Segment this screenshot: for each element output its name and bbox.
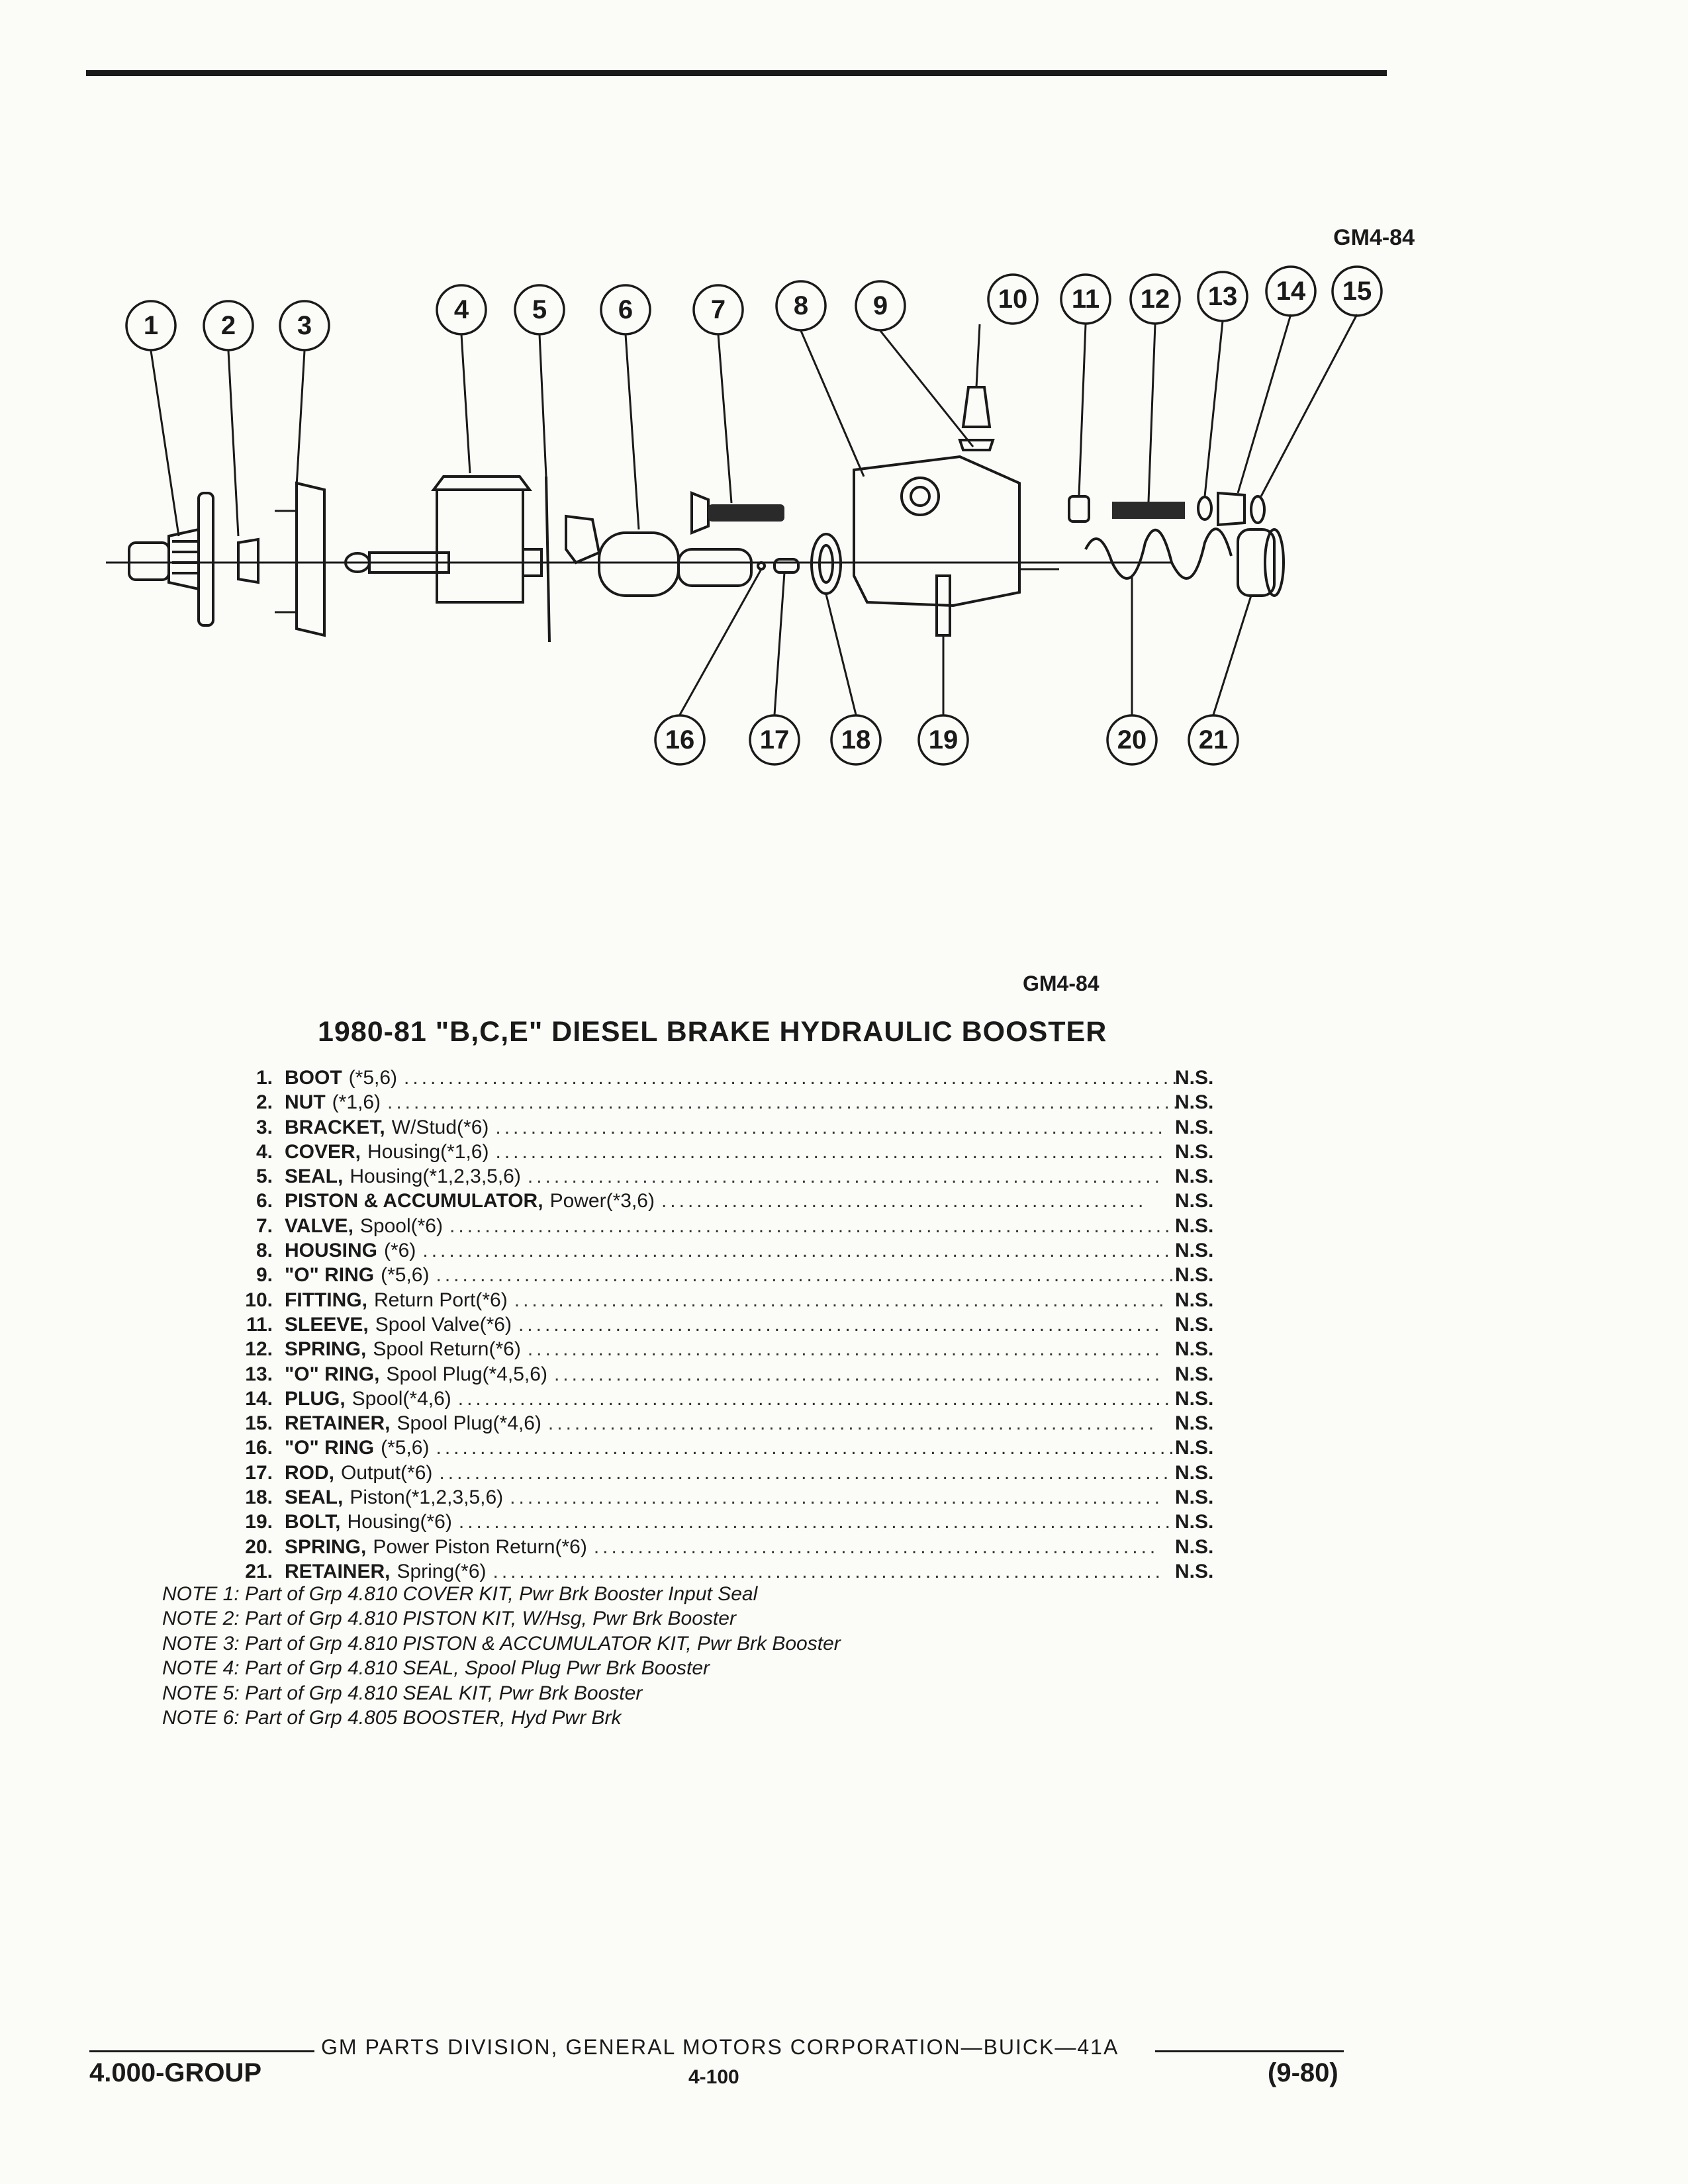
parts-list-item (199, 1288, 1258, 1312)
part-number: 7. (256, 1214, 273, 1237)
figure-label-mid: GM4-84 (1023, 972, 1100, 995)
svg-text:7: 7 (710, 295, 726, 324)
part-description: Spool Valve(*6) (375, 1313, 512, 1336)
part-description: (*5,6) (381, 1437, 430, 1459)
part-name: SEAL, (285, 1165, 344, 1188)
part-description: Return Port(*6) (373, 1289, 508, 1311)
callout-10 (988, 275, 1037, 324)
part-description: Housing(*1,2,3,5,6) (350, 1165, 521, 1188)
parts-list-item (199, 1238, 1258, 1263)
part-status: N.S. (1175, 1387, 1214, 1410)
parts-list-item (199, 1411, 1258, 1435)
parts-list-item (199, 1312, 1258, 1337)
part-description: Output(*6) (341, 1461, 433, 1484)
part-name: FITTING, (285, 1289, 367, 1311)
part-number: 10. (245, 1289, 273, 1311)
part-number: 18. (245, 1486, 273, 1509)
top-rule (86, 70, 1387, 76)
callout-4 (437, 285, 486, 334)
note-line: NOTE 6: Part of Grp 4.805 BOOSTER, Hyd Pwr Brk (162, 1707, 622, 1729)
note-line: NOTE 2: Part of Grp 4.810 PISTON KIT, W/Hsg, Pwr Brk Booster (162, 1608, 736, 1630)
part-status: N.S. (1175, 1412, 1214, 1435)
dot-leader: ................................................................................. (458, 1511, 1174, 1533)
spring-retainer-part (1238, 529, 1284, 596)
part-description: (*6) (384, 1240, 416, 1262)
dot-leader: ......................................................................... (518, 1313, 1163, 1336)
part-status: N.S. (1175, 1165, 1214, 1188)
svg-text:9: 9 (872, 291, 888, 320)
callout-21 (1189, 715, 1238, 764)
spool-retainer-part (1251, 496, 1264, 523)
dot-leader: ........................................................................ (527, 1165, 1163, 1188)
part-number: 2. (256, 1091, 273, 1114)
power-piston-spring-part (1086, 529, 1231, 578)
callout-20 (1107, 715, 1156, 764)
part-status: N.S. (1175, 1437, 1214, 1459)
callout-3 (280, 301, 329, 350)
svg-text:12: 12 (1140, 285, 1170, 314)
part-status: N.S. (1175, 1214, 1214, 1237)
spool-o-ring-part (1198, 497, 1211, 520)
part-name: BRACKET, (285, 1116, 385, 1138)
part-status: N.S. (1175, 1461, 1214, 1484)
parts-list-item (199, 1090, 1258, 1115)
part-description: Power Piston Return(*6) (373, 1535, 587, 1558)
part-name: BOLT, (285, 1511, 341, 1533)
spool-plug-part (1218, 493, 1244, 525)
svg-text:1: 1 (143, 311, 159, 340)
callout-8 (776, 281, 825, 330)
dot-leader: ................................................................................... (439, 1461, 1172, 1484)
parts-list-item (199, 1263, 1258, 1287)
callout-19 (919, 715, 968, 764)
seal-piston-part (812, 534, 841, 594)
part-name: COVER, (285, 1140, 361, 1163)
part-number: 19. (245, 1511, 273, 1533)
svg-text:17: 17 (759, 725, 790, 754)
svg-text:11: 11 (1071, 285, 1100, 314)
seal-housing-part (546, 477, 549, 642)
part-name: PISTON & ACCUMULATOR, (285, 1190, 543, 1212)
part-name: ROD, (285, 1461, 334, 1484)
part-number: 5. (256, 1165, 273, 1188)
part-status: N.S. (1175, 1313, 1214, 1336)
sleeve-part (1069, 496, 1089, 522)
svg-text:4: 4 (453, 295, 469, 324)
part-number: 13. (245, 1363, 273, 1385)
parts-list-item (199, 1214, 1258, 1238)
svg-text:21: 21 (1198, 725, 1229, 754)
footer-rule-right (1155, 2050, 1344, 2052)
part-number: 3. (256, 1116, 273, 1138)
dot-leader: ........................................................................................ (404, 1067, 1181, 1089)
part-status: N.S. (1175, 1067, 1214, 1089)
page-title: 1980-81 "B,C,E" DIESEL BRAKE HYDRAULIC BOOSTER (318, 1016, 1107, 1048)
part-name: RETAINER, (285, 1560, 391, 1582)
svg-text:14: 14 (1276, 277, 1306, 306)
part-status: N.S. (1175, 1091, 1214, 1114)
nut-part (238, 539, 258, 582)
part-description: Spool Plug(*4,6) (397, 1412, 541, 1435)
parts-list-item (199, 1115, 1258, 1140)
part-number: 6. (256, 1190, 273, 1212)
dot-leader: ....................................................... (661, 1190, 1147, 1212)
callout-16 (655, 715, 704, 764)
dot-leader: .......................................................................... (514, 1289, 1168, 1311)
dot-leader: ................................................................................. (457, 1387, 1173, 1410)
part-status: N.S. (1175, 1535, 1214, 1558)
callout-2 (204, 301, 253, 350)
part-description: Power(*3,6) (549, 1190, 655, 1212)
part-name: "O" RING (285, 1264, 375, 1287)
dot-leader: ..................................................................................... (422, 1240, 1173, 1262)
part-name: SPRING, (285, 1535, 367, 1558)
parts-list-item (199, 1485, 1258, 1510)
svg-text:19: 19 (928, 725, 959, 754)
boot-part (129, 493, 213, 625)
part-number: 15. (245, 1412, 273, 1435)
part-status: N.S. (1175, 1240, 1214, 1262)
parts-list (199, 1066, 1258, 1584)
part-number: 4. (256, 1140, 273, 1163)
footer-group: 4.000-GROUP (89, 2058, 262, 2087)
svg-text:18: 18 (841, 725, 871, 754)
svg-text:13: 13 (1207, 282, 1238, 311)
dot-leader: ............................................................................ (492, 1560, 1164, 1582)
callout-11 (1061, 275, 1110, 324)
svg-text:8: 8 (793, 291, 809, 320)
housing-part (854, 457, 1059, 635)
dot-leader: .................................................................................... (436, 1264, 1178, 1287)
callout-1 (126, 301, 175, 350)
part-status: N.S. (1175, 1190, 1214, 1212)
parts-list-item (199, 1435, 1258, 1460)
part-name: "O" RING (285, 1437, 375, 1459)
part-status: N.S. (1175, 1264, 1214, 1287)
parts-list-item (199, 1140, 1258, 1164)
part-description: W/Stud(*6) (391, 1116, 489, 1138)
parts-list-item (199, 1559, 1258, 1584)
notes-list (162, 1582, 841, 1730)
parts-list-item (199, 1362, 1258, 1387)
dot-leader: .......................................................................................... (387, 1091, 1182, 1114)
callout-17 (750, 715, 799, 764)
fitting-part (960, 387, 993, 450)
parts-list-item (199, 1510, 1258, 1534)
callout-18 (831, 715, 880, 764)
o-ring-small-part (758, 559, 798, 572)
part-number: 12. (245, 1338, 273, 1361)
parts-list-item (199, 1461, 1258, 1485)
svg-text:10: 10 (998, 285, 1028, 314)
footer-publisher: GM PARTS DIVISION, GENERAL MOTORS CORPORATION—BUICK—41A (321, 2035, 1119, 2059)
part-description: Spool Return(*6) (373, 1338, 521, 1361)
footer-date: (9-80) (1268, 2058, 1338, 2087)
svg-text:16: 16 (665, 725, 695, 754)
part-number: 9. (256, 1264, 273, 1287)
part-number: 14. (245, 1387, 273, 1410)
parts-list-item (199, 1066, 1258, 1090)
svg-text:3: 3 (297, 311, 312, 340)
dot-leader: .................................................................................... (436, 1437, 1178, 1459)
callout-13 (1198, 272, 1247, 321)
note-line: NOTE 1: Part of Grp 4.810 COVER KIT, Pwr Brk Booster Input Seal (162, 1583, 758, 1605)
part-name: "O" RING, (285, 1363, 380, 1385)
callout-5 (515, 285, 564, 334)
part-name: SPRING, (285, 1338, 367, 1361)
footer-rule-left (89, 2050, 314, 2052)
dot-leader: ..................................................................... (547, 1412, 1158, 1435)
part-status: N.S. (1175, 1363, 1214, 1385)
spool-valve-part (692, 493, 784, 533)
dot-leader: ........................................................................ (527, 1338, 1163, 1361)
callout-12 (1131, 275, 1180, 324)
svg-text:6: 6 (618, 295, 633, 324)
part-number: 20. (245, 1535, 273, 1558)
part-status: N.S. (1175, 1486, 1214, 1509)
parts-list-item (199, 1164, 1258, 1189)
part-description: (*5,6) (348, 1067, 398, 1089)
callout-9 (856, 281, 905, 330)
dot-leader: .......................................................................... (510, 1486, 1163, 1509)
svg-text:5: 5 (532, 295, 547, 324)
part-status: N.S. (1175, 1338, 1214, 1361)
spool-spring-part (1112, 502, 1185, 519)
part-description: Spring(*6) (397, 1560, 487, 1582)
part-status: N.S. (1175, 1289, 1214, 1311)
part-description: (*5,6) (381, 1264, 430, 1287)
exploded-diagram (99, 258, 1423, 788)
part-description: (*1,6) (332, 1091, 381, 1114)
callout-6 (601, 285, 650, 334)
part-name: HOUSING (285, 1240, 378, 1262)
part-description: Spool Plug(*4,5,6) (386, 1363, 547, 1385)
note-line: NOTE 4: Part of Grp 4.810 SEAL, Spool Plug Pwr Brk Booster (162, 1657, 710, 1680)
parts-list-item (199, 1337, 1258, 1361)
callout-7 (694, 285, 743, 334)
part-status: N.S. (1175, 1116, 1214, 1138)
part-name: NUT (285, 1091, 326, 1114)
part-number: 11. (246, 1313, 273, 1336)
part-name: SEAL, (285, 1486, 344, 1509)
part-name: SLEEVE, (285, 1313, 369, 1336)
part-name: PLUG, (285, 1387, 346, 1410)
cover-part (346, 477, 541, 602)
figure-label-top: GM4-84 (1333, 225, 1415, 250)
part-description: Piston(*1,2,3,5,6) (350, 1486, 504, 1509)
piston-accumulator-part (566, 516, 751, 596)
part-name: RETAINER, (285, 1412, 391, 1435)
part-description: Spool(*6) (359, 1214, 443, 1237)
part-number: 1. (256, 1067, 273, 1089)
note-line: NOTE 5: Part of Grp 4.810 SEAL KIT, Pwr Brk Booster (162, 1682, 643, 1704)
svg-text:2: 2 (220, 311, 236, 340)
dot-leader: ..................................................................... (553, 1363, 1164, 1385)
part-status: N.S. (1175, 1511, 1214, 1533)
part-name: BOOT (285, 1067, 342, 1089)
part-description: Spool(*4,6) (352, 1387, 451, 1410)
part-description: Housing(*1,6) (367, 1140, 489, 1163)
part-name: VALVE, (285, 1214, 353, 1237)
part-number: 8. (256, 1240, 273, 1262)
parts-list-item (199, 1535, 1258, 1559)
dot-leader: ............................................................................ (495, 1140, 1166, 1163)
part-number: 21. (245, 1560, 273, 1582)
svg-text:15: 15 (1342, 277, 1372, 306)
callout-15 (1333, 267, 1382, 316)
svg-text:20: 20 (1117, 725, 1147, 754)
parts-list-item (199, 1189, 1258, 1213)
parts-list-item (199, 1387, 1258, 1411)
dot-leader: ................................................................ (593, 1535, 1159, 1558)
part-number: 16. (245, 1437, 273, 1459)
part-status: N.S. (1175, 1140, 1214, 1163)
note-line: NOTE 3: Part of Grp 4.810 PISTON & ACCUMULATOR KIT, Pwr Brk Booster (162, 1632, 841, 1655)
bracket-part (275, 483, 324, 635)
part-status: N.S. (1175, 1560, 1214, 1582)
dot-leader: ............................................................................ (495, 1116, 1166, 1138)
dot-leader: .................................................................................. (449, 1214, 1174, 1237)
part-description: Housing(*6) (347, 1511, 452, 1533)
callout-14 (1266, 267, 1315, 316)
page-number: 4-100 (688, 2066, 739, 2088)
part-number: 17. (245, 1461, 273, 1484)
